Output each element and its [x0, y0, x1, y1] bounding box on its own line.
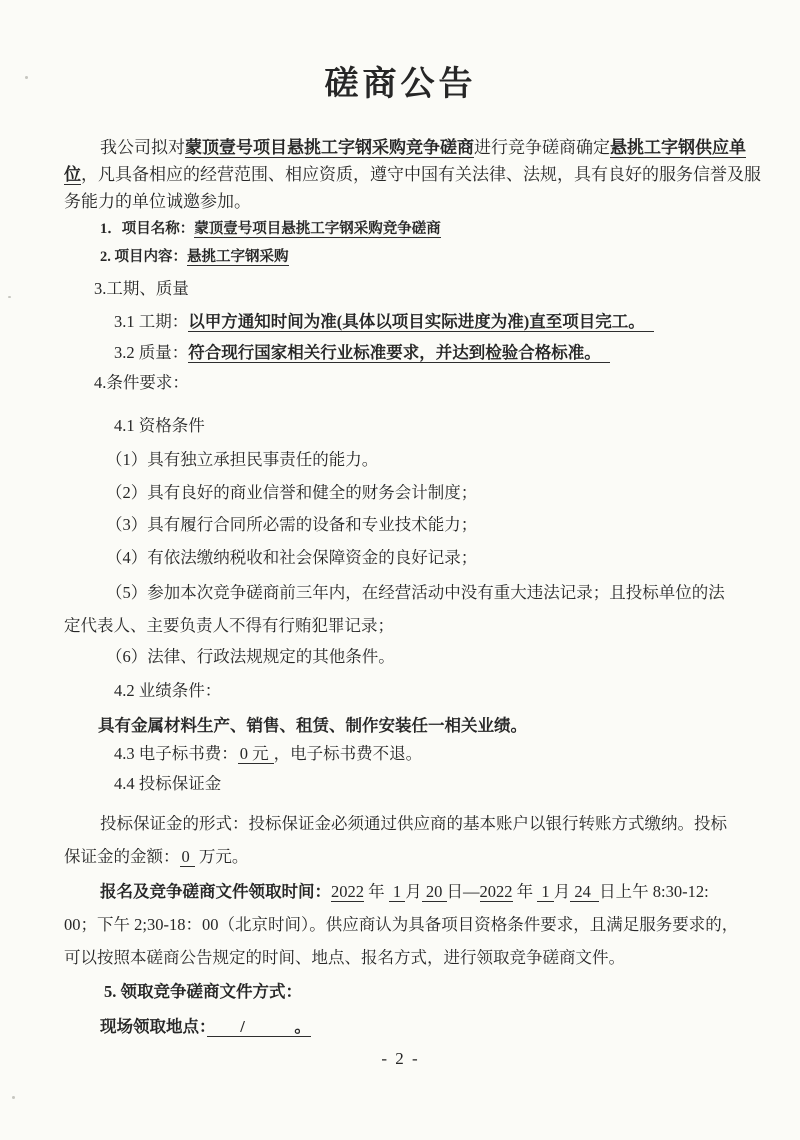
schedule-day-1: 20: [421, 882, 447, 901]
pickup-location-label: 现场领取地点：: [100, 1017, 208, 1036]
intro-line-1: [64, 134, 746, 161]
schedule-line-2: 00；下午 2;30-18：00（北京时间）。供应商认为具备项目资格条件要求，且满足服务要求的，: [64, 915, 739, 934]
deposit-amount-suffix: 万元。: [194, 847, 249, 866]
pickup-location-blank: / 。: [207, 1017, 311, 1036]
item-1-label: 1．项目名称：: [100, 221, 195, 237]
item-3-2-quality: [64, 337, 737, 368]
qualification-5-line-2: 定代表人、主要负责人不得有行贿犯罪记录；: [64, 616, 394, 635]
deposit-amount-label: 保证金的金额：: [64, 847, 180, 866]
item-5-heading: 5. 领取竞争磋商文件方式：: [104, 982, 302, 1001]
item-4-3-rest: ，电子标书费不退。: [273, 744, 423, 763]
deposit-line-2: [64, 840, 737, 873]
item-3-2-label: 3.2 质量：: [114, 343, 189, 362]
schedule-label: 报名及竞争磋商文件领取时间：: [100, 882, 331, 901]
schedule-line-1: [64, 875, 737, 908]
schedule-year-2: 2022: [479, 882, 513, 901]
item-4-1-heading: 4.1 资格条件: [114, 416, 205, 435]
supplier-underlined-wrap: 位: [64, 165, 81, 184]
schedule-text: 年: [512, 882, 538, 901]
item-2-value: 悬挑工字钢采购: [187, 249, 289, 265]
scan-speck: [8, 296, 11, 298]
deposit-line-1: 投标保证金的形式：投标保证金必须通过供应商的基本账户以银行转账方式缴纳。投标: [100, 814, 727, 833]
intro-line-2: [64, 161, 761, 188]
schedule-text: 月: [405, 882, 422, 901]
schedule-text: 日—: [446, 882, 480, 901]
scan-speck: [25, 76, 28, 79]
pickup-location-line: [64, 1011, 737, 1043]
schedule-month-2: 1: [537, 882, 554, 901]
schedule-day-2: 24: [570, 882, 600, 901]
item-4-2-value: 具有金属材料生产、销售、租赁、制作安装任一相关业绩。: [98, 716, 527, 735]
schedule-year-1: 2022: [331, 882, 364, 901]
schedule-text: 日上午 8:30-12:: [599, 882, 709, 901]
item-3-heading: 3.工期、质量: [94, 279, 189, 298]
schedule-text: 年: [364, 882, 389, 901]
deposit-amount-value: 0: [180, 847, 195, 867]
item-4-heading: 4.条件要求：: [94, 373, 189, 392]
item-4-2-heading: 4.2 业绩条件：: [114, 681, 222, 700]
schedule-month-1: 1: [388, 882, 406, 901]
item-4-4-heading: 4.4 投标保证金: [114, 774, 222, 793]
item-3-1-value: 以甲方通知时间为准(具体以项目实际进度为准)直至项目完工。: [188, 312, 654, 332]
intro-text: ，凡具备相应的经营范围、相应资质，遵守中国有关法律、法规，具有良好的服务信誉及服: [81, 165, 761, 184]
qualification-2: （2）具有良好的商业信誉和健全的财务会计制度；: [106, 483, 478, 502]
intro-text: 进行竞争磋商确定: [474, 138, 610, 157]
qualification-3: （3）具有履行合同所必需的设备和专业技术能力；: [106, 515, 478, 534]
document-title: 磋商公告: [324, 66, 477, 103]
item-4-3-fee-value: 0 元: [238, 744, 274, 764]
page-number: - 2 -: [381, 1049, 420, 1068]
item-4-3-label: 4.3 电子标书费：: [114, 744, 238, 763]
item-2-label: 2. 项目内容：: [100, 249, 187, 265]
qualification-4: （4）有依法缴纳税收和社会保障资金的良好记录；: [106, 548, 478, 567]
schedule-text: 月: [553, 882, 571, 901]
item-1-project-name: [64, 215, 737, 243]
supplier-underlined: 悬挑工字钢供应单: [610, 138, 746, 157]
scan-speck: [12, 1096, 15, 1099]
item-3-1-duration: [64, 306, 737, 337]
intro-text: 我公司拟对: [100, 138, 185, 157]
qualification-1: （1）具有独立承担民事责任的能力。: [106, 450, 379, 469]
project-name-underlined: 蒙顶壹号项目悬挑工字钢采购竞争磋商: [185, 138, 474, 157]
item-4-3-fee: [64, 740, 737, 768]
item-3-1-label: 3.1 工期：: [114, 312, 189, 331]
schedule-line-3: 可以按照本磋商公告规定的时间、地点、报名方式，进行领取竞争磋商文件。: [64, 948, 625, 967]
qualification-6: （6）法律、行政法规规定的其他条件。: [106, 647, 395, 666]
qualification-5-line-1: （5）参加本次竞争磋商前三年内，在经营活动中没有重大违法记录；且投标单位的法: [106, 583, 725, 602]
item-2-project-content: [64, 243, 737, 271]
intro-line-3: 务能力的单位诚邀参加。: [64, 192, 251, 211]
item-3-2-value: 符合现行国家相关行业标准要求，并达到检验合格标准。: [188, 343, 610, 363]
item-1-value: 蒙顶壹号项目悬挑工字钢采购竞争磋商: [194, 221, 441, 237]
